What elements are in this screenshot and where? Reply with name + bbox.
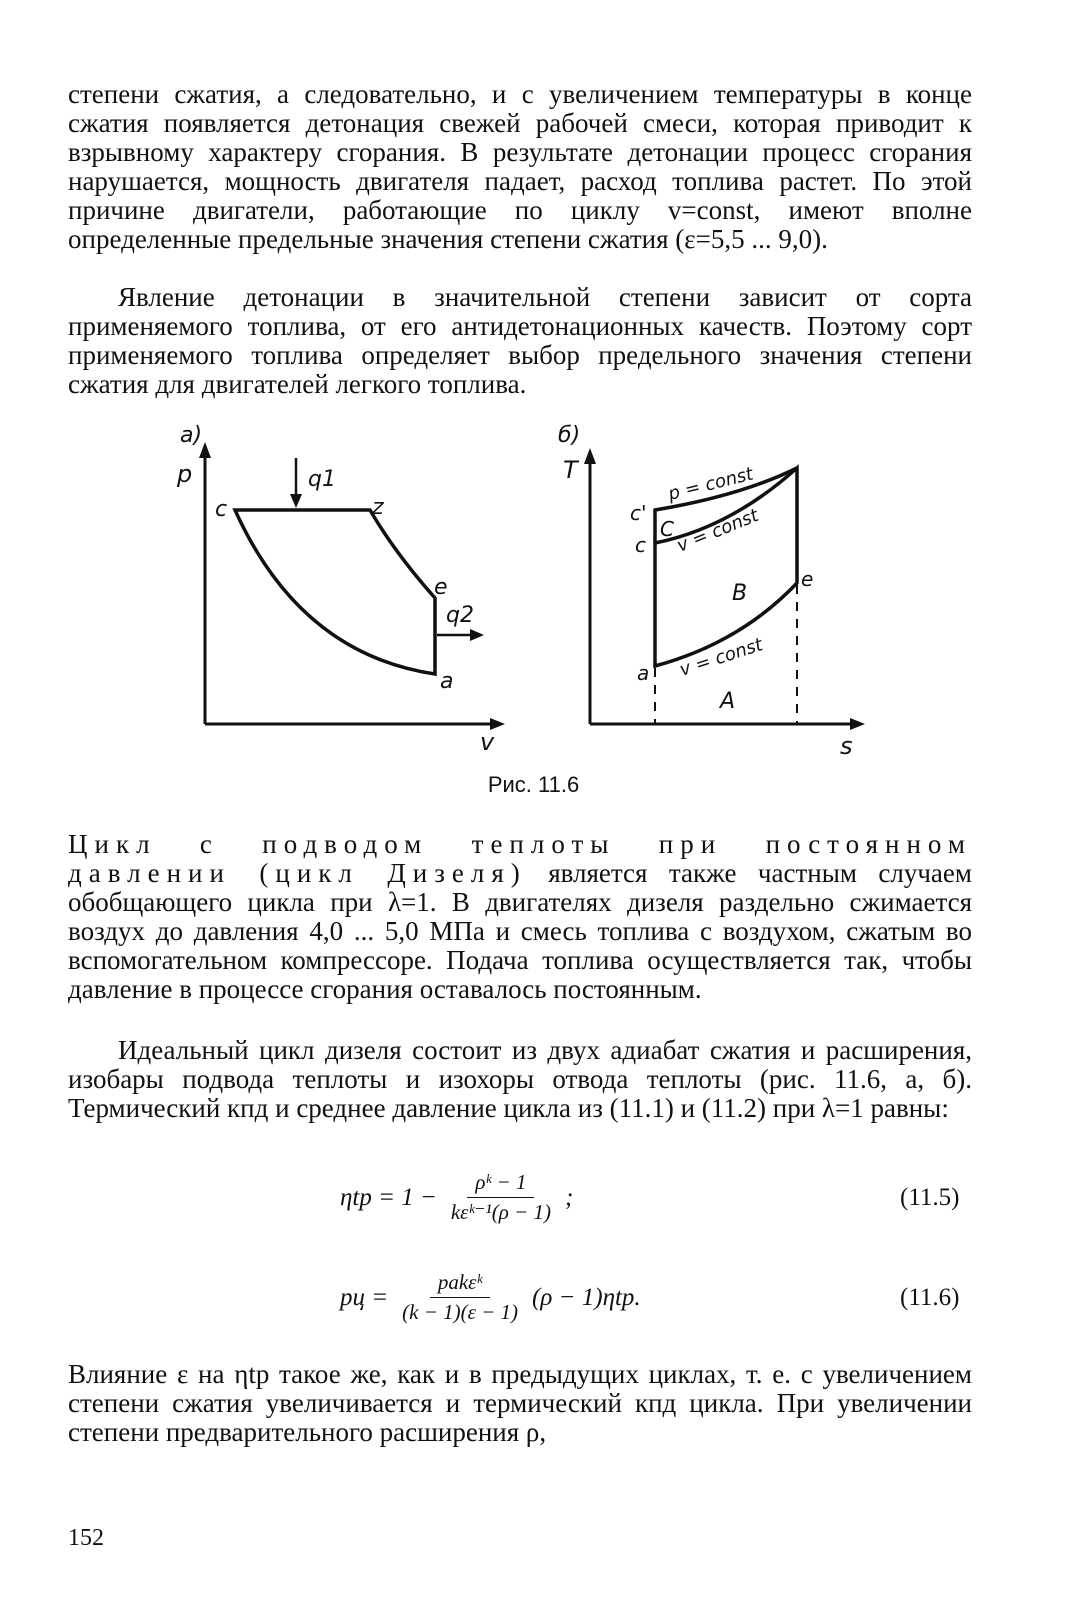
panel-a-q1-label: q1 <box>308 467 336 492</box>
paragraph-2: Явление детонации в значительной степени зависит от сорта применяемого топлива, от его антидетонационных качеств. Поэтому сорт применяемого топлива определяет выбор предельного значения степени сжатия для двигателей легкого топлива. <box>68 282 972 399</box>
panel-b-point-c: c <box>635 533 646 557</box>
panel-b-y-arrow-icon <box>584 448 596 464</box>
panel-a-tag: а) <box>180 423 203 448</box>
paragraph-3-heading: Цикл с подводом теплоты при постоянном давлении (цикл Дизеля) <box>68 829 972 888</box>
equation-11-6-number: (11.6) <box>900 1284 960 1311</box>
equation-11-6-fraction <box>394 1270 526 1325</box>
panel-a <box>176 423 505 756</box>
panel-b-area-A: A <box>720 689 736 714</box>
panel-b-point-a: a <box>637 661 650 685</box>
equation-11-5-fraction <box>443 1170 559 1225</box>
paragraph-3-body: является также частным случаем обобщающего цикла при λ=1. В двигателях дизеля раздельно сжимается воздух до давления 4,0 ... 5,0 МПа и смесь топлива с воздухом, сжатым во вспомогательном компрессоре. Подача топлива осуществляется так, чтобы давление в процессе сгорания оставалось постоянным. <box>68 858 972 1004</box>
paragraph-5: Влияние ε на ηtp такое же, как и в предыдущих циклах, т. е. с увеличением степени сжатия увеличивается и термический кпд цикла. При увеличении степени предварительного расширения ρ, <box>68 1359 972 1447</box>
panel-a-x-label: v <box>480 728 495 756</box>
panel-a-q1-arrow-icon <box>290 494 302 508</box>
page-number: 152 <box>68 1525 104 1551</box>
panel-a-y-label: p <box>177 460 193 488</box>
panel-a-point-e: e <box>434 575 448 600</box>
equation-11-6-tail: (ρ − 1)ηtp. <box>532 1283 641 1311</box>
panel-a-q2-label: q2 <box>446 603 474 628</box>
equation-11-6-denominator: (k − 1)(ε − 1) <box>402 1300 519 1324</box>
panel-b-point-C: C <box>660 517 674 541</box>
panel-a-point-c: c <box>215 497 228 522</box>
equation-11-5-numerator: ρᵏ − 1 <box>467 1170 534 1198</box>
panel-b-curve-v-const-lower: v = const <box>677 634 766 681</box>
equation-11-6 <box>340 1270 641 1325</box>
figure-caption: Рис. 11.6 <box>487 772 580 797</box>
panel-a-point-z: z <box>372 495 384 520</box>
panel-b-tag: б) <box>558 423 581 448</box>
figure-svg <box>160 418 880 768</box>
equation-11-5-lhs: ηtp = 1 − <box>340 1183 437 1211</box>
panel-b-curve-p-const: p = const <box>666 463 756 505</box>
equation-11-6-lhs: pц = <box>340 1283 389 1311</box>
paragraph-4: Идеальный цикл дизеля состоит из двух адиабат сжатия и расширения, изобары подвода теплоты и изохоры отвода теплоты (рис. 11.6, а, б). Термический кпд и среднее давление цикла из (11.1) и (11.2) при λ=1 равны: <box>68 1035 972 1123</box>
equation-11-6-numerator: pakεᵏ <box>430 1270 491 1298</box>
panel-b-curve-v-const-upper: v = const <box>674 504 762 557</box>
panel-b-x-label: s <box>840 732 853 760</box>
panel-a-point-a: a <box>440 669 454 694</box>
paragraph-3 <box>68 830 972 1004</box>
panel-a-q2-arrow-icon <box>470 629 484 641</box>
equation-11-5-number: (11.5) <box>900 1184 960 1211</box>
panel-a-cycle <box>235 510 435 674</box>
panel-b-x-arrow-icon <box>850 718 865 730</box>
equation-11-5-denominator: kεᵏ⁻¹(ρ − 1) <box>450 1200 551 1224</box>
panel-b-y-label: T <box>563 456 578 484</box>
equation-11-5-tail: ; <box>564 1183 574 1211</box>
paragraph-1: степени сжатия, а следовательно, и с увеличением температуры в конце сжатия появляется детонация свежей рабочей смеси, которая приводит к взрывному характеру сгорания. В результате детонации процесс сгорания нарушается, мощность двигателя падает, расход топлива растет. По этой причине двигатели, работающие по циклу v=const, имеют вполне определенные предельные значения степени сжатия (ε=5,5 ... 9,0). <box>68 79 972 254</box>
figure-11-6 <box>160 418 880 768</box>
panel-b <box>558 423 865 760</box>
panel-b-point-e: e <box>801 567 814 591</box>
panel-b-point-c-prime: c' <box>630 501 647 525</box>
panel-b-area-B: B <box>732 581 748 606</box>
equation-11-5 <box>340 1170 573 1225</box>
